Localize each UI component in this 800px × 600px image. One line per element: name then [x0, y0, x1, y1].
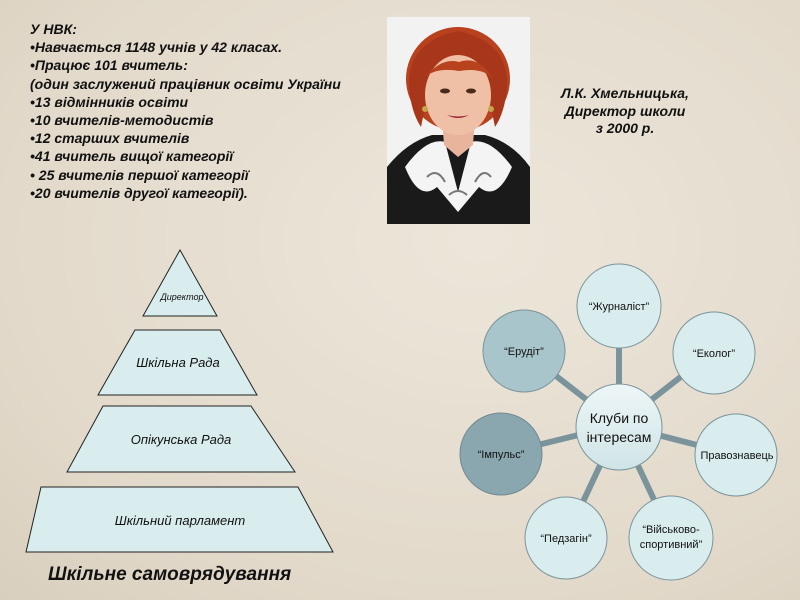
- clubs-center-node: [576, 384, 662, 470]
- club-ecologist-label: “Еколог”: [692, 348, 736, 360]
- stats-line-highest-category: •41 вчитель вищої категорії: [30, 148, 234, 165]
- stats-line-senior: •12 старших вчителів: [30, 130, 190, 147]
- stats-line-second-category: •20 вчителів другої категорії).: [30, 184, 248, 201]
- clubs-center-label-line1: Клуби по: [589, 410, 649, 426]
- club-erudite-label: “Ерудіт”: [504, 346, 544, 358]
- clubs-center-label-line2: інтересам: [586, 429, 652, 445]
- club-military-node: [629, 496, 713, 580]
- club-military-label-line2: спортивний”: [639, 539, 703, 551]
- club-impulse-label: “Імпульс”: [477, 449, 525, 461]
- director-name: Л.К. Хмельницька,: [561, 85, 689, 101]
- stats-line-excellence: •13 відмінників освіти: [30, 93, 189, 110]
- clubs-diagram: [460, 264, 777, 580]
- pyramid-level-director: [143, 250, 217, 316]
- stats-line-honored: (один заслужений працівник освіти України: [30, 75, 341, 92]
- club-military-label-line1: “Військово-: [642, 524, 700, 536]
- pyramid-label-parliament: Шкільний парламент: [114, 513, 246, 528]
- stats-heading: У НВК:: [30, 21, 77, 37]
- club-journalist-label: “Журналіст”: [588, 301, 650, 313]
- pyramid-label-trustee-council: Опікунська Рада: [130, 432, 232, 447]
- club-law-label: Правознавець: [700, 450, 774, 462]
- self-government-pyramid: [26, 250, 333, 552]
- stats-line-students: •Навчається 1148 учнів у 42 класах.: [30, 39, 283, 56]
- club-pedzagin-label: “Педзагін”: [540, 533, 592, 545]
- stats-line-first-category: • 25 вчителів першої категорії: [30, 166, 249, 183]
- pyramid-label-director: Директор: [160, 292, 204, 302]
- pyramid-title: Шкільне самоврядування: [48, 564, 292, 585]
- stats-line-teachers: •Працює 101 вчитель:: [30, 57, 188, 74]
- pyramid-label-school-council: Шкільна Рада: [136, 355, 220, 370]
- stats-line-methodists: •10 вчителів-методистів: [30, 112, 214, 129]
- director-role: Директор школи: [564, 102, 686, 119]
- director-since: з 2000 р.: [595, 120, 655, 136]
